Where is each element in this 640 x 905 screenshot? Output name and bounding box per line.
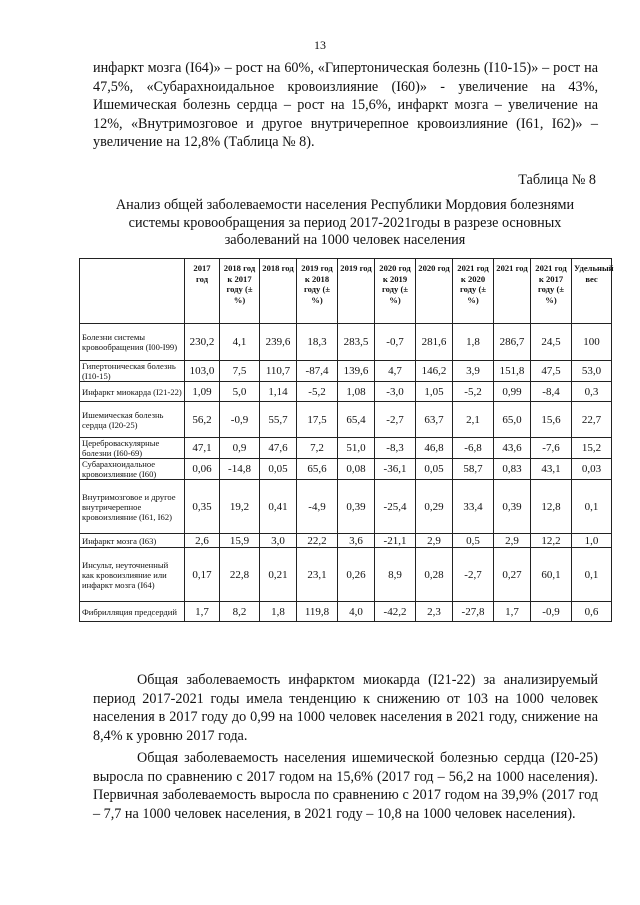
table-cell: 15,2 <box>572 438 612 459</box>
table-title: Анализ общей заболеваемости населения Республики Мордовия болезнями системы кровообращения за период 2017-2021годы в разрезе основных заболеваний на 1000 человек населения <box>115 197 575 249</box>
table-cell: 0,26 <box>338 548 375 602</box>
table-cell: 33,4 <box>453 480 494 534</box>
table-cell: 23,1 <box>297 548 338 602</box>
table-cell: 22,7 <box>572 402 612 438</box>
table-cell: 8,9 <box>375 548 416 602</box>
table-cell: 58,7 <box>453 459 494 480</box>
column-header: 2021 год к 2020 году (±%) <box>453 259 494 324</box>
table-cell: 0,39 <box>338 480 375 534</box>
table-cell: 4,1 <box>220 324 260 361</box>
table-cell: 0,83 <box>494 459 531 480</box>
table-cell: 5,0 <box>220 382 260 402</box>
paragraph-ischemic-heart-disease: Общая заболеваемость населения ишемической болезнью сердца (I20-25) выросла по сравнению с 2017 годом на 15,6% (2017 год – 56,2 на 1000 населения). Первичная заболеваемость выросла по сравнению с 2017 годом на 39,9% (2017 год – 7,7 на 1000 человек населения, в 2021 году – 10,8 на 1000 человек населения). <box>93 750 598 822</box>
table-row <box>80 602 612 622</box>
table-cell: 0,3 <box>572 382 612 402</box>
table-cell: -8,4 <box>531 382 572 402</box>
table-row <box>80 438 612 459</box>
table-cell: 0,41 <box>260 480 297 534</box>
table-cell: 0,5 <box>453 534 494 548</box>
table-cell: -0,9 <box>220 402 260 438</box>
table-cell: 19,2 <box>220 480 260 534</box>
row-label: Цереброваскулярные болезни (I60-69) <box>80 438 185 459</box>
row-label: Инсульт, неуточненный как кровоизлияние или инфаркт мозга (I64) <box>80 548 185 602</box>
row-label: Инфаркт мозга (I63) <box>80 534 185 548</box>
table-cell: 0,05 <box>260 459 297 480</box>
table-cell: 2,3 <box>416 602 453 622</box>
table-cell: 281,6 <box>416 324 453 361</box>
column-header: 2017 год <box>185 259 220 324</box>
column-header: Удельный вес <box>572 259 612 324</box>
table-cell: 0,03 <box>572 459 612 480</box>
table-cell: 2,9 <box>494 534 531 548</box>
page-number: 13 <box>314 38 326 52</box>
table-cell: 18,3 <box>297 324 338 361</box>
table-cell: -2,7 <box>375 402 416 438</box>
column-header: 2021 год <box>494 259 531 324</box>
table-cell: 43,6 <box>494 438 531 459</box>
table-cell: -27,8 <box>453 602 494 622</box>
table-cell: 12,2 <box>531 534 572 548</box>
table-cell: 1,8 <box>453 324 494 361</box>
table-cell: -8,3 <box>375 438 416 459</box>
table-cell: 65,4 <box>338 402 375 438</box>
table-cell: 2,1 <box>453 402 494 438</box>
table-cell: 3,0 <box>260 534 297 548</box>
table-cell: -14,8 <box>220 459 260 480</box>
table-cell: 22,8 <box>220 548 260 602</box>
table-cell: 151,8 <box>494 361 531 382</box>
row-label: Гипертоническая болезнь (I10-15) <box>80 361 185 382</box>
table-cell: 53,0 <box>572 361 612 382</box>
table-cell: 0,28 <box>416 548 453 602</box>
table-cell: 0,06 <box>185 459 220 480</box>
table-cell: 8,2 <box>220 602 260 622</box>
table-cell: 0,05 <box>416 459 453 480</box>
table-cell: 1,0 <box>572 534 612 548</box>
table-cell: 15,6 <box>531 402 572 438</box>
table-cell: -42,2 <box>375 602 416 622</box>
table-cell: 1,08 <box>338 382 375 402</box>
column-header: 2018 год к 2017 году (±%) <box>220 259 260 324</box>
table-cell: 0,29 <box>416 480 453 534</box>
table-cell: 1,09 <box>185 382 220 402</box>
table-cell: 283,5 <box>338 324 375 361</box>
table-cell: 0,35 <box>185 480 220 534</box>
table-cell: 1,8 <box>260 602 297 622</box>
table-cell: 1,7 <box>494 602 531 622</box>
intro-paragraph: инфаркт мозга (I64)» – рост на 60%, «Гипертоническая болезнь (I10-15)» – рост на 47,5%, «Субарахноидальное кровоизлияние (I60)» - увеличение на 43%, Ишемическая болезнь сердца – рост на 15,6%, инфаркт мозга – увеличение на 12%, «Внутримозговое и другое внутричерепное кровоизлияние (I61, I62)» – увеличение на 12,8% (Таблица № 8). <box>93 60 598 151</box>
table-cell: 55,7 <box>260 402 297 438</box>
table-cell: 47,5 <box>531 361 572 382</box>
table-row <box>80 382 612 402</box>
table-row <box>80 324 612 361</box>
table-cell: -87,4 <box>297 361 338 382</box>
table-cell: -4,9 <box>297 480 338 534</box>
table-cell: 65,0 <box>494 402 531 438</box>
table-cell: 1,7 <box>185 602 220 622</box>
row-label: Инфаркт миокарда (I21-22) <box>80 382 185 402</box>
table-row <box>80 534 612 548</box>
table-cell: 0,9 <box>220 438 260 459</box>
table-cell: -2,7 <box>453 548 494 602</box>
column-header: 2019 год к 2018 году (±%) <box>297 259 338 324</box>
table-cell: 3,6 <box>338 534 375 548</box>
table-cell: 24,5 <box>531 324 572 361</box>
row-label: Ишемическая болезнь сердца (I20-25) <box>80 402 185 438</box>
table-cell: 110,7 <box>260 361 297 382</box>
table-cell: -3,0 <box>375 382 416 402</box>
table-cell: -0,7 <box>375 324 416 361</box>
table-cell: 0,1 <box>572 480 612 534</box>
table-row <box>80 548 612 602</box>
table-cell: 43,1 <box>531 459 572 480</box>
row-label: Субарахноидальное кровоизлияние (I60) <box>80 459 185 480</box>
table-cell: 2,9 <box>416 534 453 548</box>
table-cell: -5,2 <box>297 382 338 402</box>
table-cell: 1,14 <box>260 382 297 402</box>
table-cell: 47,6 <box>260 438 297 459</box>
table-cell: 63,7 <box>416 402 453 438</box>
table-row <box>80 361 612 382</box>
table-cell: -5,2 <box>453 382 494 402</box>
column-header <box>80 259 185 324</box>
table-cell: 17,5 <box>297 402 338 438</box>
table-cell: -25,4 <box>375 480 416 534</box>
table-cell: 0,6 <box>572 602 612 622</box>
table-cell: -7,6 <box>531 438 572 459</box>
table-cell: 7,2 <box>297 438 338 459</box>
table-cell: -6,8 <box>453 438 494 459</box>
table-cell: 239,6 <box>260 324 297 361</box>
table-cell: 139,6 <box>338 361 375 382</box>
table-cell: 4,0 <box>338 602 375 622</box>
table-cell: 1,05 <box>416 382 453 402</box>
column-header: 2018 год <box>260 259 297 324</box>
column-header: 2020 год <box>416 259 453 324</box>
table-cell: 100 <box>572 324 612 361</box>
table-cell: 22,2 <box>297 534 338 548</box>
row-label: Внутримозговое и другое внутричерепное кровоизлияние (I61, I62) <box>80 480 185 534</box>
table-cell: 0,21 <box>260 548 297 602</box>
table-header-row <box>80 259 612 324</box>
table-cell: 0,17 <box>185 548 220 602</box>
table-cell: 0,27 <box>494 548 531 602</box>
column-header: 2019 год <box>338 259 375 324</box>
table-cell: -36,1 <box>375 459 416 480</box>
table-label: Таблица № 8 <box>518 172 596 188</box>
table-cell: 3,9 <box>453 361 494 382</box>
table-cell: 0,39 <box>494 480 531 534</box>
table-cell: 47,1 <box>185 438 220 459</box>
table-cell: 60,1 <box>531 548 572 602</box>
table-row <box>80 459 612 480</box>
table-cell: 12,8 <box>531 480 572 534</box>
table-cell: 4,7 <box>375 361 416 382</box>
table-cell: 146,2 <box>416 361 453 382</box>
table-cell: 0,99 <box>494 382 531 402</box>
table-cell: 286,7 <box>494 324 531 361</box>
morbidity-table <box>79 258 612 622</box>
table-cell: 7,5 <box>220 361 260 382</box>
table-cell: 230,2 <box>185 324 220 361</box>
table-cell: 51,0 <box>338 438 375 459</box>
column-header: 2020 год к 2019 году (±%) <box>375 259 416 324</box>
table-cell: 0,08 <box>338 459 375 480</box>
table-cell: -0,9 <box>531 602 572 622</box>
table-cell: 119,8 <box>297 602 338 622</box>
row-label: Болезни системы кровообращения (I00-I99) <box>80 324 185 361</box>
table-cell: 56,2 <box>185 402 220 438</box>
table-cell: 46,8 <box>416 438 453 459</box>
paragraph-myocardial-infarction: Общая заболеваемость инфарктом миокарда (I21-22) за анализируемый период 2017-2021 годы имела тенденцию к снижению от 103 на 1000 человек населения в 2017 году до 0,99 на 1000 человек населения в 2021 году, снижение на 8,4% к уровню 2017 года. <box>93 672 598 744</box>
table-cell: 15,9 <box>220 534 260 548</box>
table-row <box>80 480 612 534</box>
table-row <box>80 402 612 438</box>
table-cell: 0,1 <box>572 548 612 602</box>
table-cell: -21,1 <box>375 534 416 548</box>
table-cell: 65,6 <box>297 459 338 480</box>
table-cell: 103,0 <box>185 361 220 382</box>
row-label: Фибрилляция предсердий <box>80 602 185 622</box>
column-header: 2021 год к 2017 году (±%) <box>531 259 572 324</box>
table-cell: 2,6 <box>185 534 220 548</box>
